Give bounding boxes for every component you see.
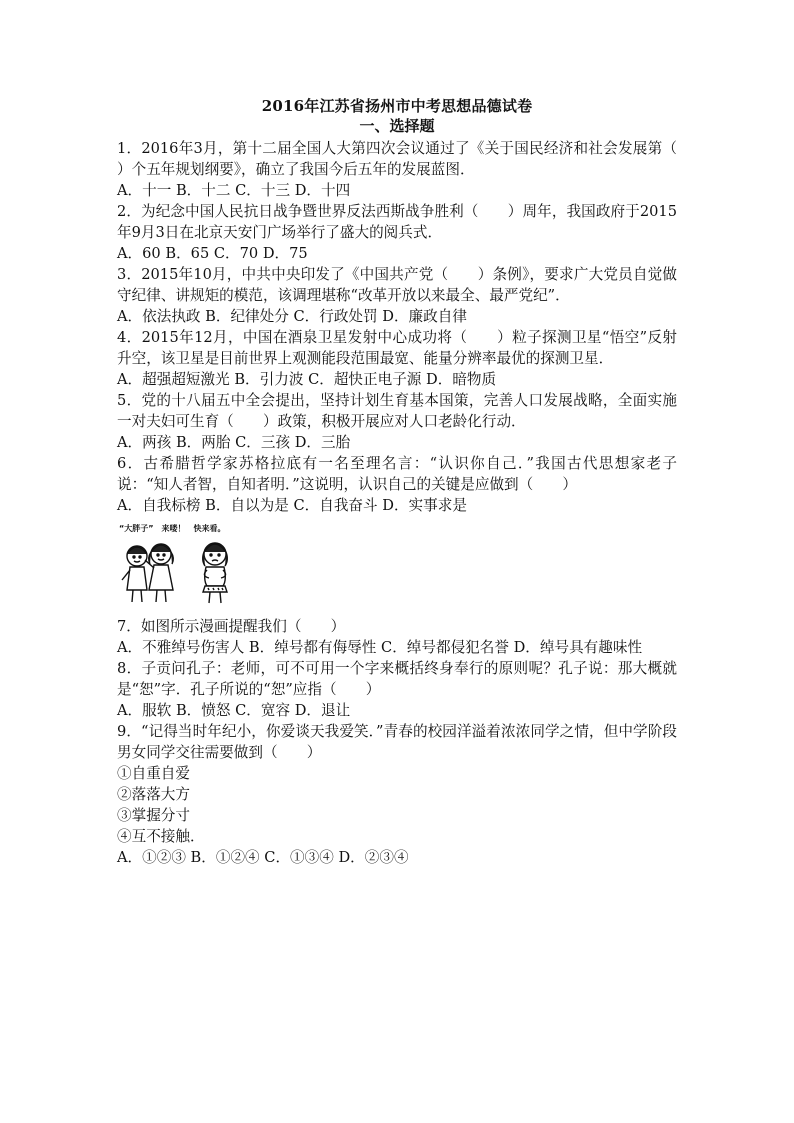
page-title: 2016年江苏省扬州市中考思想品德试卷 (261, 97, 533, 115)
question-item: ④互不接触． (117, 828, 205, 845)
question-stem: 4．2015年12月，中国在酒泉卫星发射中心成功将（ ）粒子探测卫星“悟空”反射升空，该卫星是目前世界上观测能段范围最宽、能量分辨率最优的探测卫星． (117, 329, 677, 367)
question-stem: 9．“记得当时年纪小，你爱谈天我爱笑．”青春的校园洋溢着浓浓同学之情，但中学阶段男女同学交往需要做到（ ） (117, 723, 677, 761)
comic-caption: “大胖子” 来喽！ 快来看。 (119, 524, 226, 533)
question-2 (117, 201, 677, 264)
question-stem: 6．古希腊哲学家苏格拉底有一名至理名言：“认识你自己．”我国古代思想家老子说：“知人者智，自知者明．”这说明，认识自己的关键是应做到（ ） (117, 455, 677, 493)
question-options: A．两孩 B．两胎 C．三孩 D．三胎 (117, 434, 351, 451)
question-options: A．服软 B．愤怒 C．宽容 D．退让 (117, 702, 351, 719)
question-options: A．不雅绰号伤害人 B．绰号都有侮辱性 C．绰号都侵犯名誉 D．绰号具有趣味性 (117, 639, 643, 656)
comic-illustration (117, 524, 267, 606)
question-stem: 3．2015年10月，中共中央印发了《中国共产党（ ）条例》，要求广大党员自觉做守纪律、讲规矩的模范，该调理堪称“改革开放以来最全、最严党纪”． (117, 266, 677, 304)
question-options: A．①②③ B．①②④ C．①③④ D．②③④ (117, 849, 409, 866)
question-item: ③掌握分寸 (117, 807, 190, 824)
exam-page (117, 96, 707, 868)
question-options: A．十一 B．十二 C．十三 D．十四 (117, 182, 351, 199)
question-options: A．自我标榜 B．自以为是 C．自我奋斗 D．实事求是 (117, 497, 467, 514)
child-figure-right (203, 543, 228, 603)
question-8 (117, 658, 677, 721)
child-figure-left (122, 546, 147, 602)
question-9 (117, 721, 677, 868)
question-5 (117, 390, 677, 453)
comic-drawing (117, 524, 267, 606)
question-3 (117, 264, 677, 327)
question-options: A．60 B．65 C．70 D．75 (117, 245, 308, 262)
question-7 (117, 616, 677, 658)
question-stem: 8．子贡问孔子：老师，可不可用一个字来概括终身奉行的原则呢？孔子说：那大概就是“恕”字．孔子所说的“恕”应指（ ） (117, 660, 677, 698)
question-6 (117, 453, 677, 516)
question-item: ②落落大方 (117, 786, 190, 803)
question-stem: 7．如图所示漫画提醒我们（ ） (117, 618, 346, 635)
question-4 (117, 327, 677, 390)
question-stem: 5．党的十八届五中全会提出，坚持计划生育基本国策，完善人口发展战略，全面实施一对夫妇可生育（ ）政策，积极开展应对人口老龄化行动． (117, 392, 677, 430)
question-stem: 1．2016年3月，第十二届全国人大第四次会议通过了《关于国民经济和社会发展第（ ）个五年规划纲要》，确立了我国今后五年的发展蓝图． (117, 140, 707, 178)
section-heading: 一、选择题 (359, 117, 435, 135)
question-stem: 2．为纪念中国人民抗日战争暨世界反法西斯战争胜利（ ）周年，我国政府于2015年9月3日在北京天安门广场举行了盛大的阅兵式． (117, 203, 677, 241)
question-options: A．依法执政 B．纪律处分 C．行政处罚 D．廉政自律 (117, 308, 467, 325)
question-item: ①自重自爱 (117, 765, 190, 782)
child-figure-middle (145, 544, 173, 602)
question-1 (117, 138, 707, 201)
question-options: A．超强超短激光 B．引力波 C．超快正电子源 D．暗物质 (117, 371, 497, 388)
